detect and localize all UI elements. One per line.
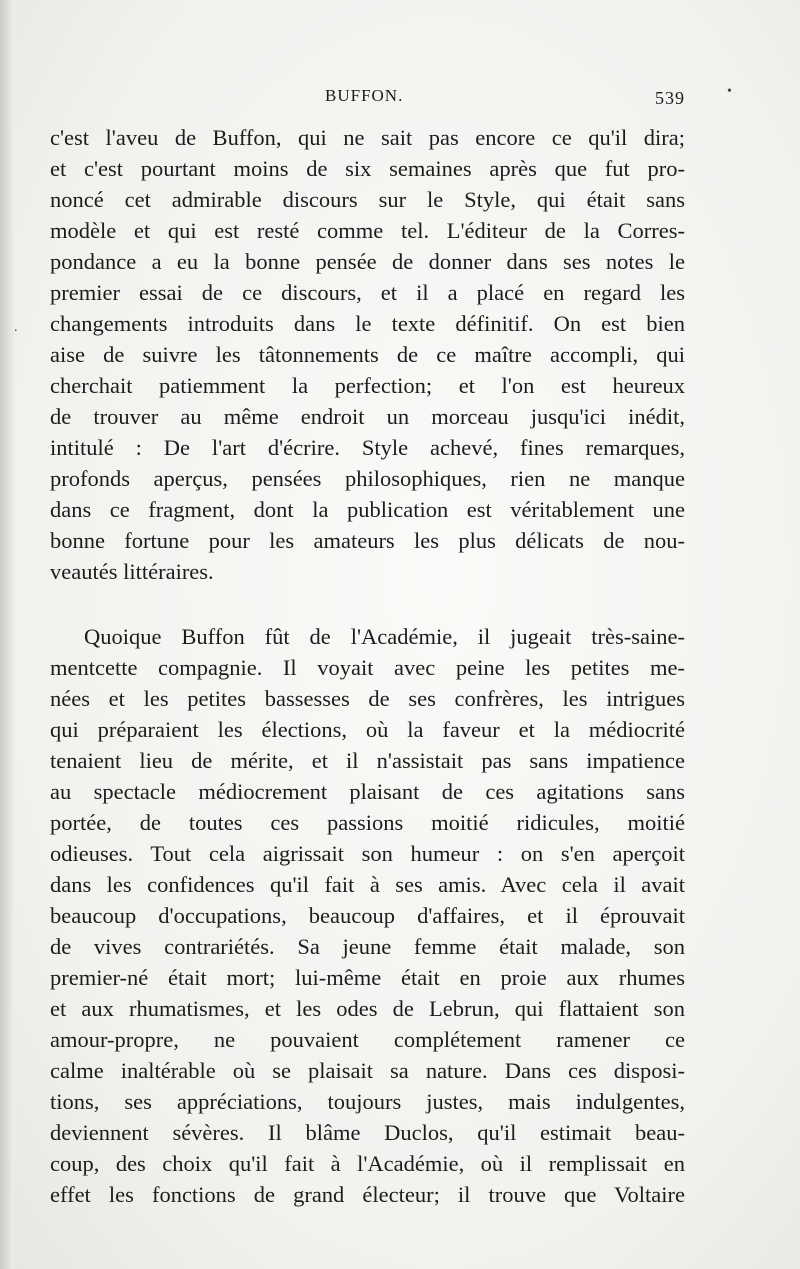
text-line: effet les fonctions de grand électeur; il trouve que Voltaire [50, 1182, 685, 1207]
text-line: noncé cet admirable discours sur le Style, qui était sans [50, 187, 685, 212]
text-line: de trouver au même endroit un morceau jusqu'ici inédit, [50, 404, 685, 429]
text-line: intitulé : De l'art d'écrire. Style achevé, fines remarques, [50, 435, 685, 460]
text-line: Quoique Buffon fût de l'Académie, il jugeait très-saine- [84, 624, 685, 649]
text-line: nées et les petites bassesses de ses confrères, les intrigues [50, 686, 685, 711]
text-line: deviennent sévères. Il blâme Duclos, qu'il estimait beau- [50, 1120, 685, 1145]
text-line: dans les confidences qu'il fait à ses amis. Avec cela il avait [50, 872, 685, 897]
text-line: portée, de toutes ces passions moitié ridicules, moitié [50, 810, 685, 835]
text-line: amour-propre, ne pouvaient complétement ramener ce [50, 1027, 685, 1052]
text-line: premier-né était mort; lui-même était en proie aux rhumes [50, 965, 685, 990]
text-line: pondance a eu la bonne pensée de donner dans ses notes le [50, 249, 685, 274]
text-line: modèle et qui est resté comme tel. L'éditeur de la Corres- [50, 218, 685, 243]
text-line: veautés littéraires. [50, 559, 214, 584]
text-line: tions, ses appréciations, toujours justes, mais indulgentes, [50, 1089, 685, 1114]
body-text [50, 122, 685, 1210]
page-gutter-shadow [0, 0, 14, 1269]
text-line: aise de suivre les tâtonnements de ce maître accompli, qui [50, 342, 685, 367]
text-line: beaucoup d'occupations, beaucoup d'affaires, et il éprouvait [50, 903, 685, 928]
paragraph-1 [50, 122, 685, 587]
text-line: cherchait patiemment la perfection; et l'on est heureux [50, 373, 685, 398]
text-line: tenaient lieu de mérite, et il n'assistait pas sans impatience [50, 748, 685, 773]
text-line: mentcette compagnie. Il voyait avec peine les petites me- [50, 655, 685, 680]
text-line: calme inaltérable où se plaisait sa nature. Dans ces disposi- [50, 1058, 685, 1083]
text-line: premier essai de ce discours, et il a placé en regard les [50, 280, 685, 305]
text-line: dans ce fragment, dont la publication est véritablement une [50, 497, 685, 522]
margin-dot: . [14, 320, 18, 335]
running-head [50, 86, 685, 116]
page-number: 539 [655, 88, 685, 108]
text-line: de vives contrariétés. Sa jeune femme était malade, son [50, 934, 685, 959]
text-line: odieuses. Tout cela aigrissait son humeur : on s'en aperçoit [50, 841, 685, 866]
text-line: et aux rhumatismes, et les odes de Lebrun, qui flattaient son [50, 996, 685, 1021]
text-line: profonds aperçus, pensées philosophiques, rien ne manque [50, 466, 685, 491]
text-line: et c'est pourtant moins de six semaines après que fut pro- [50, 156, 685, 181]
text-line: bonne fortune pour les amateurs les plus délicats de nou- [50, 528, 685, 553]
paragraph-2 [50, 621, 685, 1210]
margin-speck: • [727, 84, 732, 99]
text-line: qui préparaient les élections, où la faveur et la médiocrité [50, 717, 685, 742]
text-line: c'est l'aveu de Buffon, qui ne sait pas encore ce qu'il dira; [50, 125, 685, 150]
text-line: coup, des choix qu'il fait à l'Académie, où il remplissait en [50, 1151, 685, 1176]
running-head-title: BUFFON. [325, 86, 404, 105]
paragraph-spacer [50, 587, 685, 621]
text-line: changements introduits dans le texte définitif. On est bien [50, 311, 685, 336]
text-line: au spectacle médiocrement plaisant de ces agitations sans [50, 779, 685, 804]
